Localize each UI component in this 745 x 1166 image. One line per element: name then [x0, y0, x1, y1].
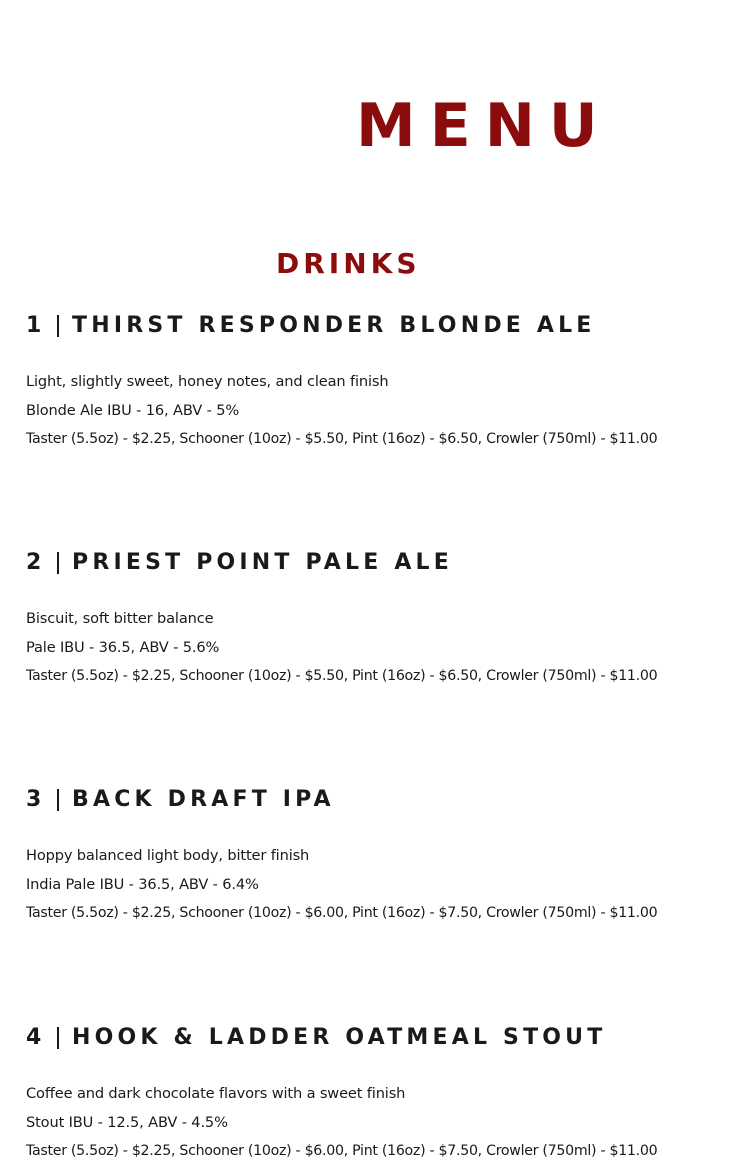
- drink-item: [26, 549, 726, 691]
- drink-number: 3: [26, 787, 46, 812]
- drink-prices: Taster (5.5oz) - $2.25, Schooner (10oz) - $6.00, Pint (16oz) - $7.50, Crowler (750ml) - $11.00: [26, 905, 658, 921]
- drink-heading: [26, 1024, 726, 1052]
- drink-stats: Pale IBU - 36.5, ABV - 5.6%: [26, 639, 220, 656]
- drink-stats: India Pale IBU - 36.5, ABV - 6.4%: [26, 876, 259, 893]
- drink-stats: Stout IBU - 12.5, ABV - 4.5%: [26, 1114, 228, 1131]
- divider: [57, 552, 59, 574]
- drink-heading: [26, 312, 726, 340]
- drink-item: [26, 1024, 726, 1166]
- drink-name: HOOK & LADDER OATMEAL STOUT: [72, 1025, 607, 1050]
- drink-number: 1: [26, 313, 46, 338]
- drink-heading: [26, 786, 726, 814]
- drink-stats: Blonde Ale IBU - 16, ABV - 5%: [26, 402, 240, 419]
- drink-name: PRIEST POINT PALE ALE: [72, 550, 453, 575]
- drink-heading: [26, 549, 726, 577]
- divider: [57, 789, 59, 811]
- drink-name: BACK DRAFT IPA: [72, 787, 335, 812]
- drink-description: Coffee and dark chocolate flavors with a sweet finish: [26, 1085, 406, 1102]
- section-title-drinks: DRINKS: [276, 247, 421, 280]
- drink-item: [26, 312, 726, 454]
- drink-description: Hoppy balanced light body, bitter finish: [26, 847, 310, 864]
- drink-prices: Taster (5.5oz) - $2.25, Schooner (10oz) - $5.50, Pint (16oz) - $6.50, Crowler (750ml) - $11.00: [26, 431, 658, 447]
- drink-item: [26, 786, 726, 928]
- divider: [57, 315, 59, 337]
- drink-prices: Taster (5.5oz) - $2.25, Schooner (10oz) - $5.50, Pint (16oz) - $6.50, Crowler (750ml) - $11.00: [26, 668, 658, 684]
- divider: [57, 1027, 59, 1049]
- drink-number: 4: [26, 1025, 46, 1050]
- drink-name: THIRST RESPONDER BLONDE ALE: [72, 313, 596, 338]
- menu-title: MENU: [356, 91, 612, 161]
- drink-description: Light, slightly sweet, honey notes, and clean finish: [26, 373, 389, 390]
- drink-description: Biscuit, soft bitter balance: [26, 610, 214, 627]
- drink-number: 2: [26, 550, 46, 575]
- drink-prices: Taster (5.5oz) - $2.25, Schooner (10oz) - $6.00, Pint (16oz) - $7.50, Crowler (750ml) - $11.00: [26, 1143, 658, 1159]
